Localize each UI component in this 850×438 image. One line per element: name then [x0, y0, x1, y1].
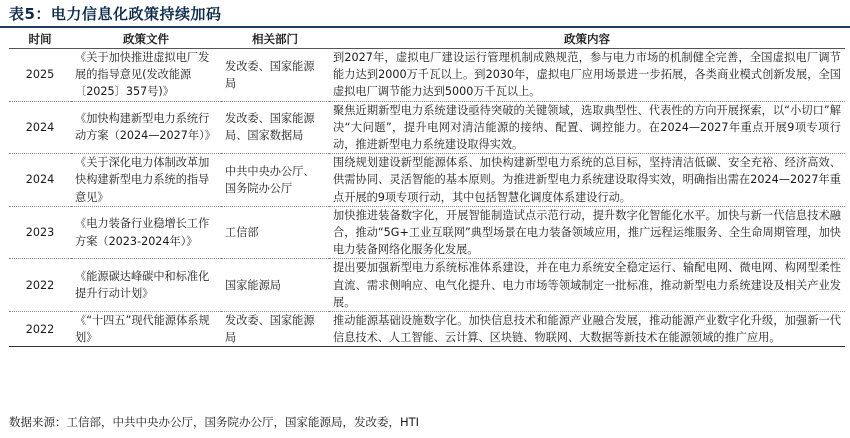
header-dept: 相关部门 — [221, 31, 329, 49]
header-time: 时间 — [9, 31, 71, 49]
row-doc: 《“十四五”现代能源体系规划》 — [71, 312, 221, 347]
row-content: 加快推进装备数字化，开展智能制造试点示范行动，提升数字化智能化水平。加快与新一代信息技术融合，推动“5G+工业互联网”典型场景在电力装备领域应用，推广远程运维服务、全生命周期管理，加快电力装备网络化服务化发展。 — [329, 206, 845, 259]
row-content: 聚焦近期新型电力系统建设亟待突破的关键领域，选取典型性、代表性的方向开展探索，以“小切口”解决“大问题”，提升电网对清洁能源的接纳、配置、调控能力。在2024—2027年重点开展9项专项行动，推进新型电力系统建设取得实效。 — [329, 101, 845, 154]
table-row — [9, 206, 845, 259]
row-doc: 《关于深化电力体制改革加快构建新型电力系统的指导意见》 — [71, 154, 221, 207]
row-content: 围绕规划建设新型能源体系、加快构建新型电力系统的总目标，坚持清洁低碳、安全充裕、经济高效、供需协同、灵活智能的基本原则。为推进新型电力系统建设取得实效，明确指出需在2024—2027年重点开展的9项专项行动，其中包括智慧化调度体系建设行动。 — [329, 154, 845, 207]
row-year: 2024 — [9, 154, 71, 207]
row-content: 提出要加强新型电力系统标准体系建设，并在电力系统安全稳定运行、输配电网、微电网、构网型柔性直流、需求侧响应、电气化提升、电力市场等领域制定一批标准，推动新型电力系统建设及相关产业发展。 — [329, 259, 845, 312]
source-note: 数据来源：工信部，中共中央办公厅，国务院办公厅，国家能源局，发改委，HTI — [9, 415, 420, 429]
row-dept: 发改委、国家能源局 — [221, 312, 329, 347]
header-row — [9, 31, 845, 49]
header-doc: 政策文件 — [71, 31, 221, 49]
row-doc: 《关于加快推进虚拟电厂发展的指导意见(发改能源〔2025〕357号)》 — [71, 49, 221, 102]
table-title: 表5：电力信息化政策持续加码 — [9, 5, 222, 23]
row-doc: 《电力装备行业稳增长工作方案（2023-2024年）》 — [71, 206, 221, 259]
row-year: 2022 — [9, 312, 71, 347]
row-dept: 工信部 — [221, 206, 329, 259]
title-rule — [0, 26, 850, 28]
row-doc: 《能源碳达峰碳中和标准化提升行动计划》 — [71, 259, 221, 312]
row-dept: 发改委、国家能源局 — [221, 49, 329, 102]
table-row — [9, 101, 845, 154]
row-dept: 中共中央办公厅、国务院办公厅 — [221, 154, 329, 207]
row-year: 2023 — [9, 206, 71, 259]
row-content: 到2027年，虚拟电厂建设运行管理机制成熟规范，参与电力市场的机制健全完善，全国虚拟电厂调节能力达到2000万千瓦以上。到2030年，虚拟电厂应用场景进一步拓展，各类商业模式创新发展，全国虚拟电厂调节能力达到5000万千瓦以上。 — [329, 49, 845, 102]
row-dept: 国家能源局 — [221, 259, 329, 312]
header-content: 政策内容 — [329, 31, 845, 49]
table-row — [9, 259, 845, 312]
row-year: 2022 — [9, 259, 71, 312]
policy-table — [9, 31, 845, 347]
row-year: 2024 — [9, 101, 71, 154]
row-content: 推动能源基础设施数字化。加快信息技术和能源产业融合发展，推动能源产业数字化升级，加强新一代信息技术、人工智能、云计算、区块链、物联网、大数据等新技术在能源领域的推广应用。 — [329, 312, 845, 347]
table-row — [9, 49, 845, 102]
table-row — [9, 154, 845, 207]
row-doc: 《加快构建新型电力系统行动方案（2024—2027年）》 — [71, 101, 221, 154]
row-year: 2025 — [9, 49, 71, 102]
table-row — [9, 312, 845, 347]
row-dept: 发改委、国家能源局、国家数据局 — [221, 101, 329, 154]
